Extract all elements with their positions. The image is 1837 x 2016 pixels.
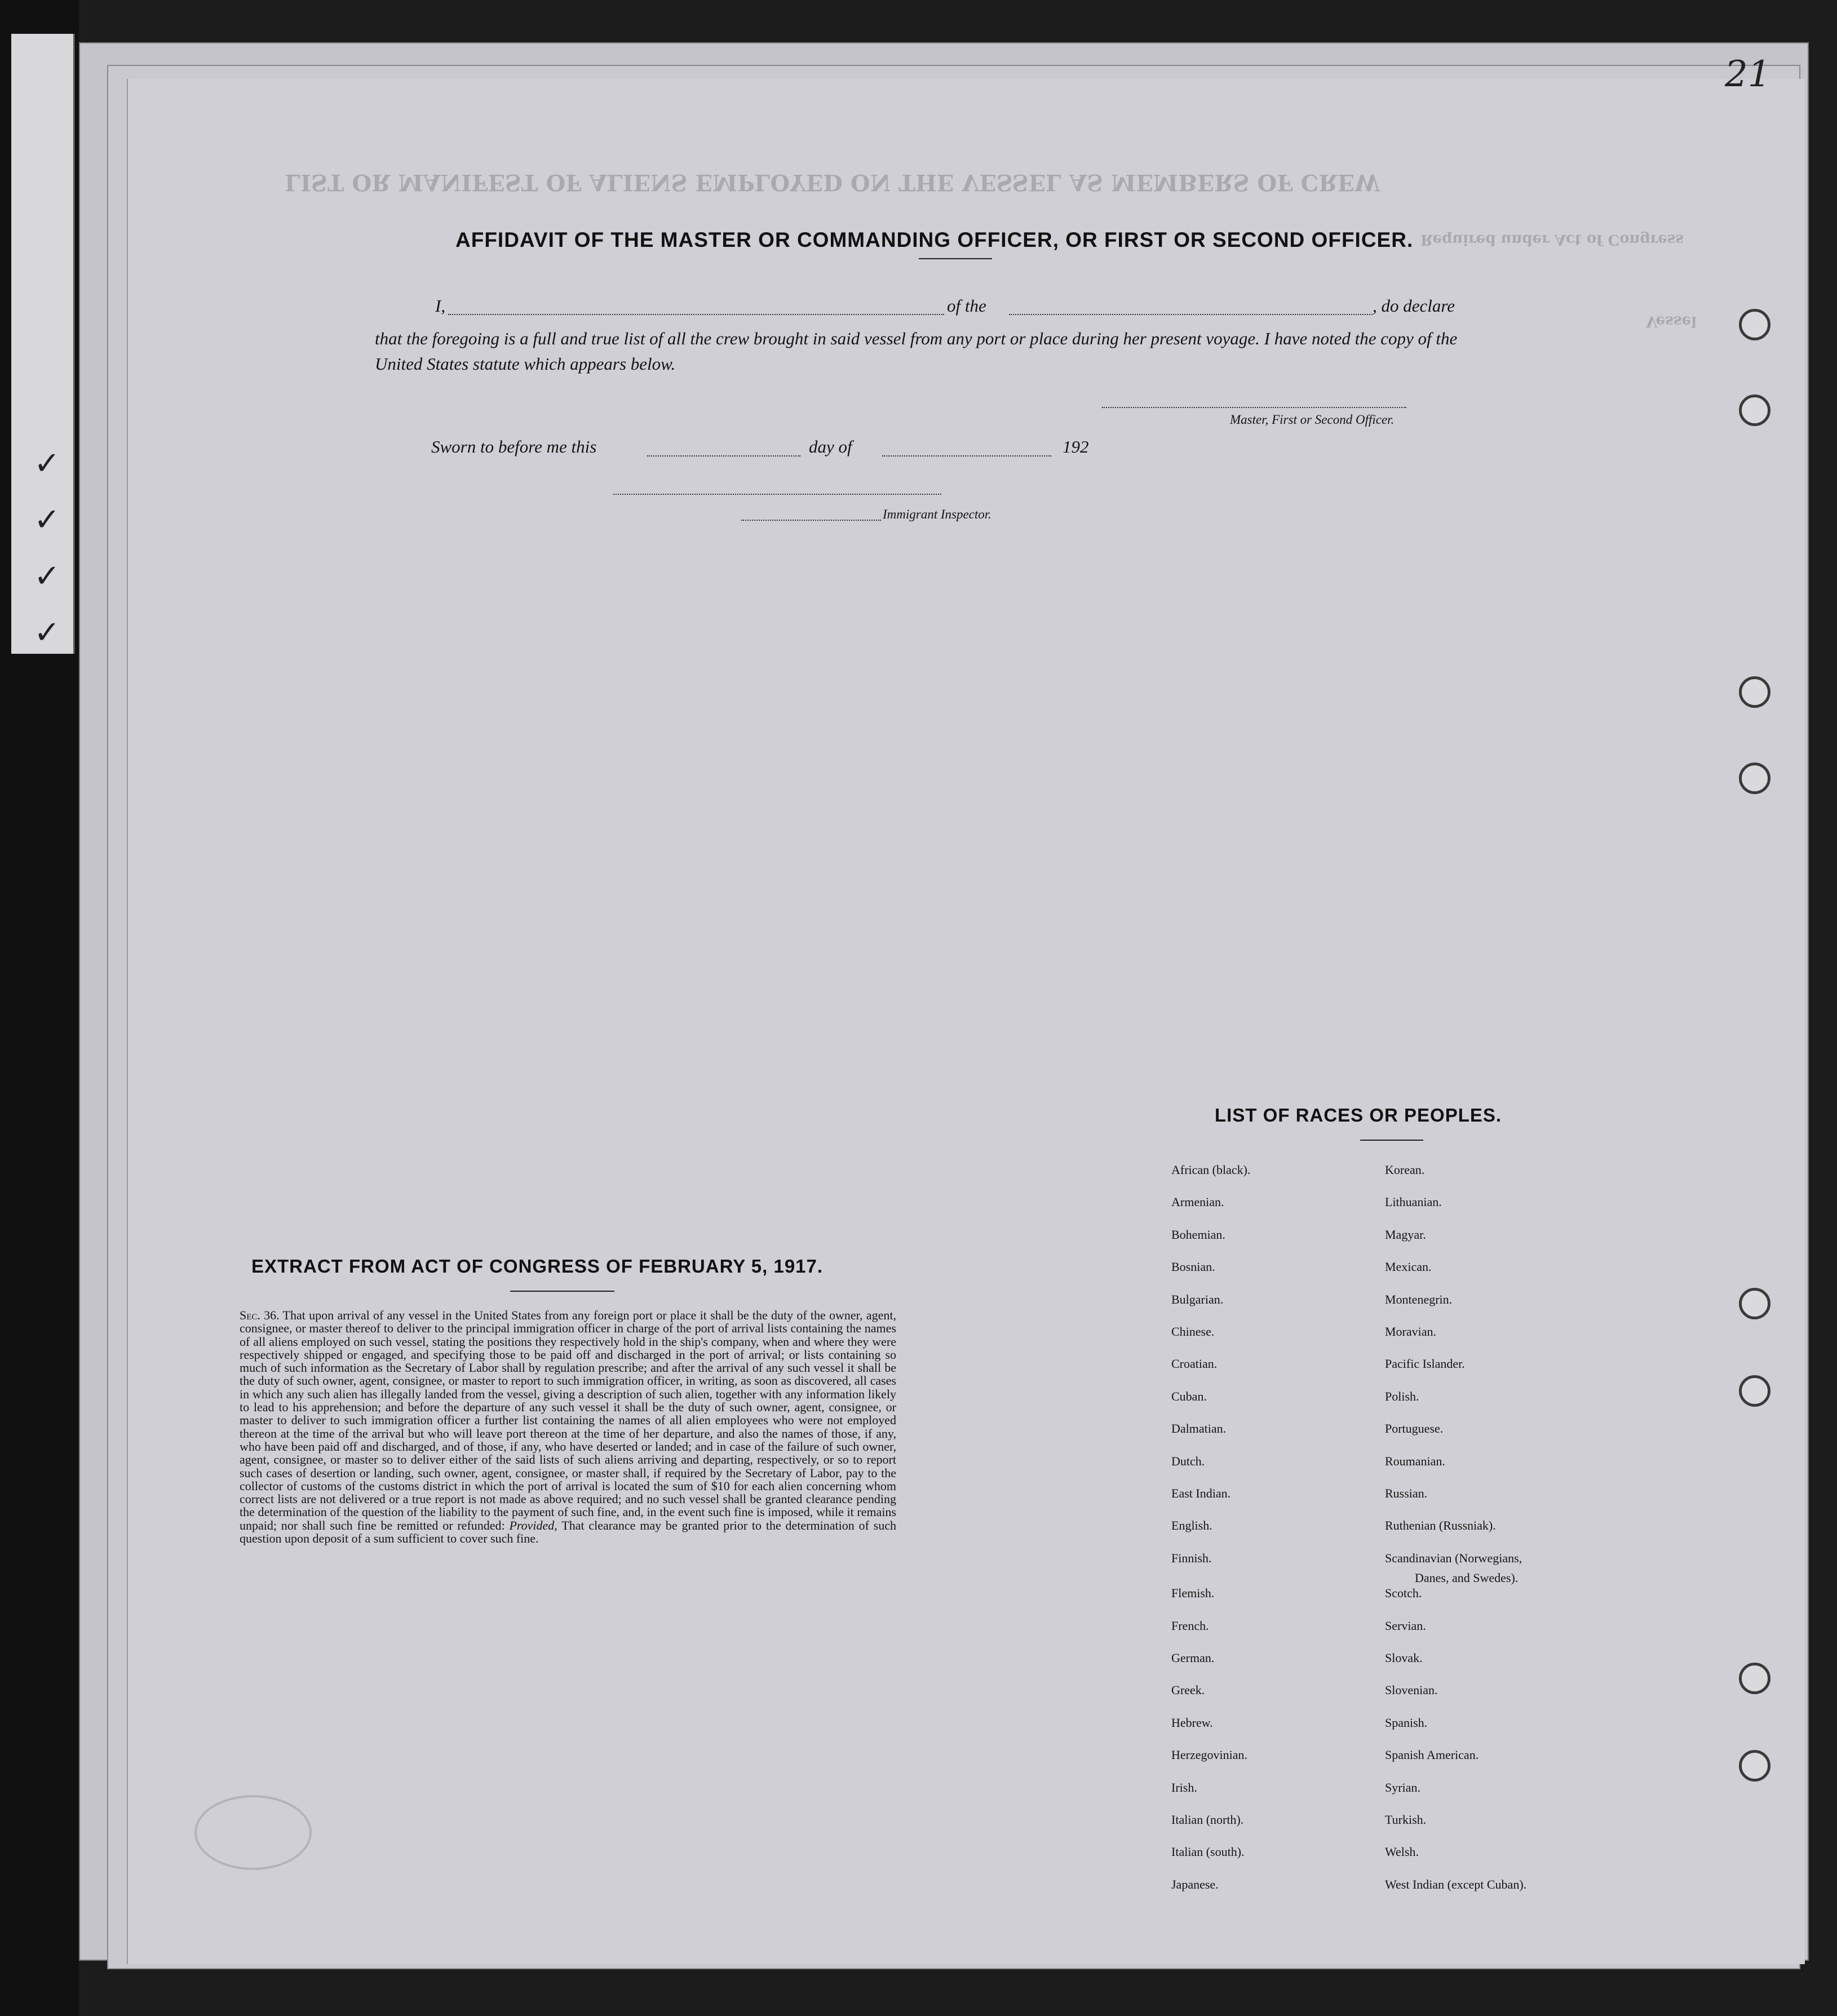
race-item: Ruthenian (Russniak). (1385, 1518, 1496, 1532)
check-mark: ✓ (34, 502, 60, 538)
name-blank (448, 314, 944, 315)
race-item-continuation: Danes, and Swedes). (1415, 1571, 1519, 1585)
race-item: Moravian. (1385, 1324, 1437, 1339)
punch-hole (1739, 676, 1770, 708)
race-item: Turkish. (1385, 1813, 1427, 1827)
race-item: Dutch. (1171, 1454, 1205, 1468)
race-item: Bohemian. (1171, 1228, 1225, 1242)
race-item: Russian. (1385, 1486, 1428, 1500)
extract-rule (510, 1291, 614, 1292)
race-item: Scandinavian (Norwegians, (1385, 1551, 1522, 1565)
vessel-blank (1009, 314, 1373, 315)
punch-hole (1739, 1750, 1770, 1782)
archive-stamp (194, 1795, 312, 1870)
race-item: Herzegovinian. (1171, 1748, 1247, 1762)
year-text: 192 (1063, 437, 1089, 457)
race-item: Italian (south). (1171, 1845, 1245, 1859)
race-item: Spanish American. (1385, 1748, 1479, 1762)
race-item: Cuban. (1171, 1389, 1207, 1403)
extract-text (240, 1309, 896, 1545)
sworn-text: Sworn to before me this (431, 437, 597, 457)
race-item: Flemish. (1171, 1586, 1215, 1600)
race-item: Chinese. (1171, 1324, 1215, 1339)
race-item: French. (1171, 1619, 1209, 1633)
check-mark: ✓ (34, 445, 60, 482)
race-item: Slovenian. (1385, 1683, 1438, 1697)
race-item: Polish. (1385, 1389, 1419, 1403)
affidavit-line1-mid: of the (947, 296, 986, 316)
race-item: Pacific Islander. (1385, 1357, 1465, 1371)
race-item: Japanese. (1171, 1877, 1219, 1891)
race-item: Welsh. (1385, 1845, 1419, 1859)
punch-hole (1739, 1288, 1770, 1319)
race-item: Magyar. (1385, 1228, 1426, 1242)
race-item: Hebrew. (1171, 1716, 1213, 1730)
race-item: Armenian. (1171, 1195, 1224, 1209)
affidavit-title: AFFIDAVIT OF THE MASTER OR COMMANDING OFFICER, OR FIRST OR SECOND OFFICER. (455, 228, 1414, 251)
race-item: Syrian. (1385, 1780, 1420, 1795)
inspector-short-blank (741, 520, 881, 521)
race-item: Servian. (1385, 1619, 1426, 1633)
bleed-through-sub: Required under Act of Congress (1420, 231, 1684, 248)
race-item: Finnish. (1171, 1551, 1212, 1565)
strip-paper (11, 34, 75, 654)
provided-label: Provided, (509, 1518, 557, 1532)
races-rule (1360, 1140, 1423, 1141)
signature-label: Master, First or Second Officer. (1230, 413, 1395, 427)
signature-blank (1102, 407, 1406, 408)
affidavit-line1-start: I, (435, 296, 446, 316)
bleed-through-vessel: Vessel (1646, 313, 1697, 330)
race-item: English. (1171, 1518, 1212, 1532)
race-item: Spanish. (1385, 1716, 1428, 1730)
day-blank (647, 455, 800, 457)
race-item: West Indian (except Cuban). (1385, 1877, 1527, 1891)
page-number-mark: 21 (1725, 54, 1771, 95)
inspector-label: Immigrant Inspector. (883, 507, 991, 521)
title-rule (919, 258, 992, 259)
check-mark: ✓ (34, 614, 60, 651)
races-title: LIST OF RACES OR PEOPLES. (1215, 1105, 1502, 1126)
race-item: Slovak. (1385, 1651, 1423, 1665)
race-item: Lithuanian. (1385, 1195, 1442, 1209)
race-item: Korean. (1385, 1163, 1425, 1177)
month-blank (882, 455, 1051, 457)
punch-hole (1739, 763, 1770, 794)
race-item: Scotch. (1385, 1586, 1422, 1600)
binding-strip (0, 0, 79, 2016)
inspector-blank (613, 494, 941, 495)
race-item: Greek. (1171, 1683, 1205, 1697)
race-item: East Indian. (1171, 1486, 1231, 1500)
race-item: Bulgarian. (1171, 1292, 1224, 1306)
section-label: Sec. 36. (240, 1308, 280, 1322)
extract-title: EXTRACT FROM ACT OF CONGRESS OF FEBRUARY 5, 1917. (251, 1256, 824, 1277)
race-item: Dalmatian. (1171, 1421, 1227, 1435)
race-item: Roumanian. (1385, 1454, 1445, 1468)
race-item: African (black). (1171, 1163, 1251, 1177)
race-item: Mexican. (1385, 1260, 1432, 1274)
affidavit-body: that the foregoing is a full and true list of all the crew brought in said vessel from any port or place during her present voyage. I have noted the copy of the United States statute which appears below. (375, 329, 1458, 374)
race-item: German. (1171, 1651, 1215, 1665)
race-item: Irish. (1171, 1780, 1197, 1795)
provided-text: That clearance may be granted prior to the determination of such question upon deposit of a sum sufficient to cover such fine. (240, 1518, 896, 1546)
race-item: Bosnian. (1171, 1260, 1215, 1274)
punch-hole (1739, 1663, 1770, 1694)
race-item: Croatian. (1171, 1357, 1218, 1371)
check-mark: ✓ (34, 558, 60, 595)
bleed-through-header: LIST OR MANIFEST OF ALIENS EMPLOYED ON THE VESSEL AS MEMBERS OF CREW (285, 169, 1380, 196)
punch-hole (1739, 395, 1770, 426)
affidavit-line1-end: , do declare (1373, 296, 1455, 316)
race-item: Montenegrin. (1385, 1292, 1453, 1306)
race-item: Portuguese. (1385, 1421, 1444, 1435)
day-of-text: day of (809, 437, 852, 457)
punch-hole (1739, 309, 1770, 340)
race-item: Italian (north). (1171, 1813, 1244, 1827)
punch-hole (1739, 1375, 1770, 1407)
section-body: That upon arrival of any vessel in the United States from any foreign port or place it shall be the duty of the owner, agent, consignee, or master thereof to deliver to the principal immigration officer in charge of the port of arrival lists containing the names of all aliens employed on such vessel, stating the positions they respectively hold in the ship's company, when and where they were respectively shipped or engaged, and specifying those to be paid off and discharged in the port of arrival; or lists containing so much of such information as the Secretary of Labor shall by regulation prescribe; and after the arrival of any such vessel it shall be the duty of such owner, agent, consignee, or master to report to such immigration officer, in writing, as soon as discovered, all cases in which any such alien has illegally landed from the vessel, giving a description of such alien, together with any information likely to lead to his apprehension; and before the departure of any such vessel it shall be the duty of such owner, agent, consignee, or master to deliver to such immigration officer a further list containing the names of all alien employees who were not employed thereon at the time of the arrival but who will leave port thereon at the time of her departure, and also the names of those, if any, who have been paid off and discharged, and of those, if any, who have deserted or landed; and in case of the failure of such owner, agent, consignee, or master so to deliver either of the said lists of such aliens arriving and departing, respectively, or so to report such cases of desertion or landing, such owner, agent, consignee, or master shall, if required by the Secretary of Labor, pay to the collector of customs of the customs district in which the port of arrival is located the sum of $10 for each alien concerning whom correct lists are not delivered or a true report is not made as above required; and no such vessel shall be granted clearance pending the determination of the question of the liability to the payment of such fine, and, in the event such fine is imposed, while it remains unpaid; nor shall such fine be remitted or refunded: (240, 1308, 897, 1532)
